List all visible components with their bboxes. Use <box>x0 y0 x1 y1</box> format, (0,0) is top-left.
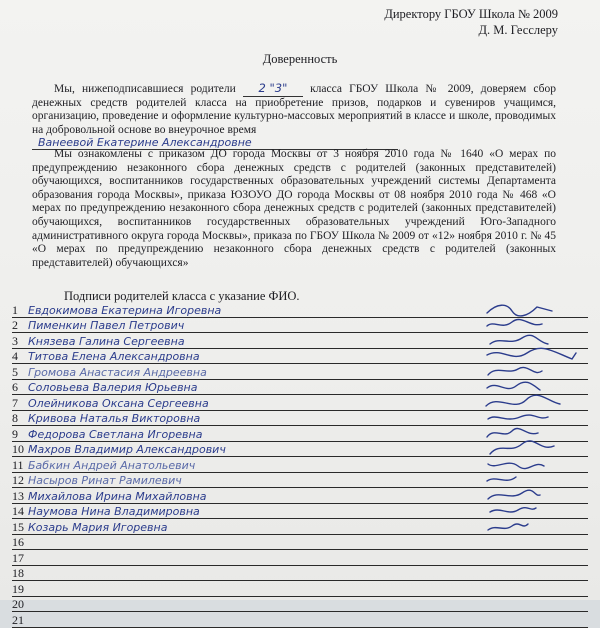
parent-name: Махров Владимир Александрович <box>28 443 226 456</box>
class-number-field: 2 "3" <box>243 82 303 97</box>
row-number: 1 <box>12 302 18 317</box>
row-number: 17 <box>12 550 24 565</box>
signature-row <box>12 612 588 628</box>
parent-name: Титова Елена Александровна <box>28 350 200 363</box>
signature-row <box>12 566 588 582</box>
row-number: 6 <box>12 380 18 394</box>
paragraph-trust-lead: Мы, нижеподписавшиеся родители <box>54 83 236 95</box>
parent-name: Михайлова Ирина Михайловна <box>28 489 207 503</box>
parent-name: Федорова Светлана Игоревна <box>28 427 203 441</box>
signature-row <box>12 535 588 551</box>
row-number: 20 <box>12 597 24 611</box>
parent-name: Насыров Ринат Рамилевич <box>28 474 182 487</box>
addressee-block <box>384 6 558 38</box>
signature-row <box>12 581 588 597</box>
addressee-line-1: Директору ГБОУ Школа № 2009 <box>384 7 558 21</box>
paragraph-acknowledgement-text: Мы ознакомлены с приказом ДО города Москвы от 3 ноября 2010 года № 1640 «О мерах по предупреждению незаконного сбора денежных средств с родителей (законных представителей) обучающихся, воспитанников государственных образовательных учреждений системы Департамента образования города Москвы», приказа ЮЗОУО ДО города Москвы от 08 ноября 2010 года № 468 «О мерах по предупреждению незаконного сбора денежных средств с родителей (законных представителей) обучающихся, воспитанников государственных образовательных учреждений Юго-Западного административного округа города Москвы», приказа по ГБОУ Школа № 2009 от «12» ноября 2010 г. № 45 «О мерах по предупреждению незаконного сбора денежных средств с родителей (законных представителей) обучающихся» <box>32 148 556 269</box>
signature-table <box>12 302 588 628</box>
row-number: 16 <box>12 535 24 549</box>
row-number: 18 <box>12 566 24 580</box>
paragraph-acknowledgement <box>32 148 556 270</box>
paragraph-trust-body: класса ГБОУ Школа № 2009, доверяем сбор денежных средств родителей класса на приобретение призов, подарков и сувениров учащимся, организацию, проведение и оформление культурно-массовых мероприятий в классе и школе, проводимых на добровольной основе во внеурочное время <box>32 83 556 136</box>
row-number: 19 <box>12 581 24 596</box>
addressee-line-2: Д. М. Гесслеру <box>478 23 558 37</box>
parent-name: Бабкин Андрей Анатольевич <box>28 458 196 472</box>
parent-name: Громова Анастасия Андреевна <box>28 365 207 379</box>
row-number: 9 <box>12 426 18 441</box>
row-number: 10 <box>12 442 24 456</box>
row-number: 12 <box>12 473 24 487</box>
row-number: 5 <box>12 364 18 379</box>
signature-row <box>12 597 588 613</box>
row-number: 7 <box>12 395 18 410</box>
parent-name: Олейникова Оксана Сергеевна <box>28 396 209 410</box>
parent-name: Соловьева Валерия Юрьевна <box>28 381 198 394</box>
handwritten-signature <box>482 518 582 536</box>
row-number: 14 <box>12 504 24 518</box>
parent-name: Наумова Нина Владимировна <box>28 505 200 518</box>
row-number: 13 <box>12 488 24 503</box>
row-number: 4 <box>12 349 18 363</box>
document-title: Доверенность <box>262 52 338 66</box>
paragraph-trust <box>32 82 556 137</box>
row-number: 15 <box>12 519 24 534</box>
row-number: 2 <box>12 318 18 332</box>
row-number: 3 <box>12 333 18 348</box>
row-number: 11 <box>12 457 24 472</box>
parent-name: Князева Галина Сергеевна <box>28 334 185 348</box>
parent-name: Евдокимова Екатерина Игоревна <box>28 303 222 317</box>
signature-row <box>12 519 588 535</box>
parent-name: Кривова Наталья Викторовна <box>28 412 201 425</box>
parent-name: Пименкин Павел Петрович <box>28 319 185 332</box>
parent-name: Козарь Мария Игоревна <box>28 520 168 534</box>
row-number: 8 <box>12 411 18 425</box>
row-number: 21 <box>12 612 24 627</box>
signature-row <box>12 550 588 566</box>
signatures-header: Подписи родителей класса с указание ФИО. <box>64 289 300 303</box>
trustee-name-field: Ванеевой Екатерине Александровне <box>32 136 398 150</box>
